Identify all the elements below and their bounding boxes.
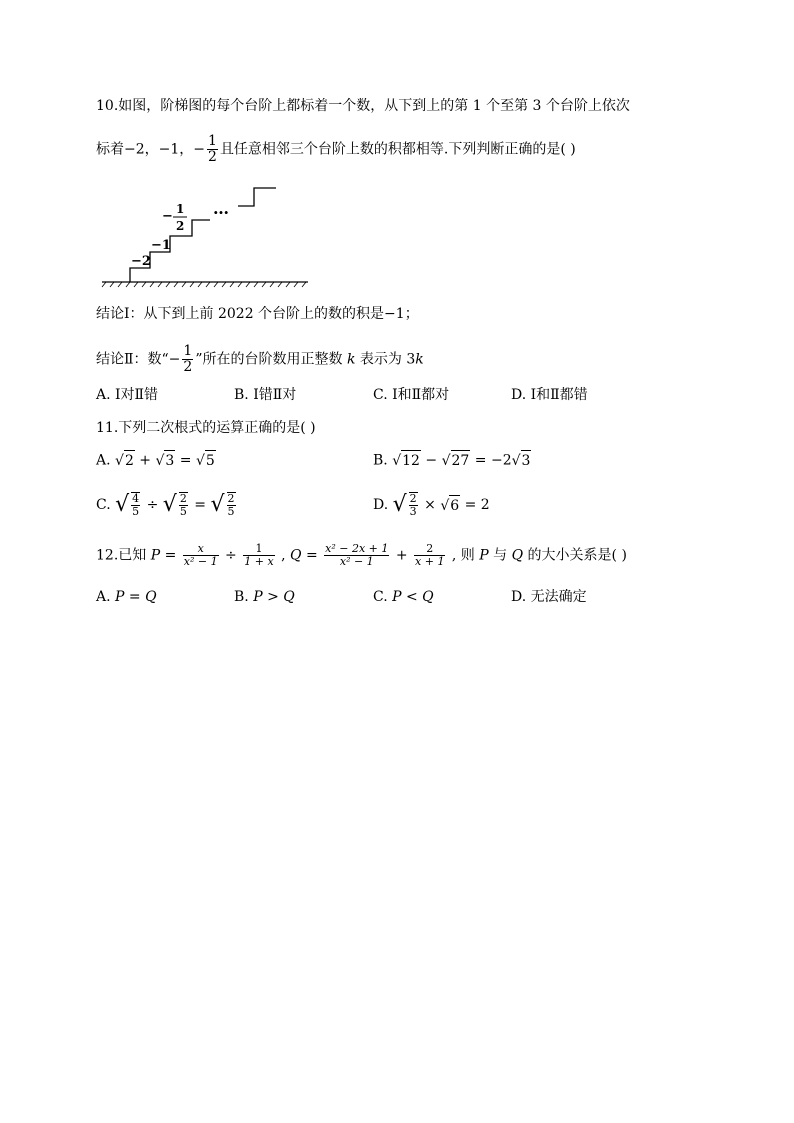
fraction xyxy=(131,492,140,518)
ellipsis-dots: … xyxy=(213,199,229,218)
fraction-denominator: 2 xyxy=(208,149,217,165)
conclusion-2-text-c: 表示为 3 xyxy=(355,351,416,368)
fraction-one-half xyxy=(182,344,193,375)
option-label: C. xyxy=(96,497,116,513)
fraction-denominator: x² − 1 xyxy=(339,555,374,568)
variable-k: k xyxy=(415,351,424,368)
fraction xyxy=(183,543,219,568)
option-label: B. xyxy=(234,589,254,605)
variable-k: k xyxy=(346,351,356,368)
operator: − xyxy=(420,452,442,469)
option-label: A. xyxy=(96,589,116,605)
sqrt-expression: √12 xyxy=(392,450,421,471)
step-label-3-minus: − xyxy=(162,209,173,224)
fraction-denominator: 2 xyxy=(183,359,193,375)
radicand: 3 xyxy=(521,450,532,471)
sqrt-expression: √3 xyxy=(156,450,176,471)
radicand: 6 xyxy=(449,495,460,516)
equals: = −2 xyxy=(470,452,512,469)
operator: ÷ xyxy=(220,547,242,564)
variable-q: Q xyxy=(511,547,524,564)
operator: × xyxy=(419,497,441,513)
radicand: 3 xyxy=(164,450,175,471)
variable-p: P xyxy=(479,547,489,564)
sqrt-expression: √3 xyxy=(512,450,532,471)
fraction-numerator: 2 xyxy=(409,492,417,505)
fraction-numerator: x² − 2x + 1 xyxy=(325,542,389,555)
equals: = 2 xyxy=(460,497,490,513)
fraction-numerator: 2 xyxy=(179,492,187,505)
fraction-one-half xyxy=(207,134,218,165)
option-label: D. xyxy=(373,497,393,513)
fraction-denominator: 5 xyxy=(227,505,235,518)
fraction xyxy=(414,543,445,568)
equals: = xyxy=(301,547,323,564)
option-label: A. xyxy=(96,452,116,469)
fraction xyxy=(227,492,236,518)
fraction-denominator: 5 xyxy=(132,505,140,518)
q10-option-d[interactable]: D. Ⅰ和Ⅱ都错 xyxy=(511,387,588,403)
radicand: 2 xyxy=(124,450,135,471)
option-expression: P = Q xyxy=(115,589,157,605)
sqrt-fraction: √ xyxy=(392,492,407,517)
q10-condition-text: 且任意相邻三个台阶上数的积都相等.下列判断正确的是( ) xyxy=(219,141,576,158)
fraction-denominator: 3 xyxy=(409,505,417,518)
conclusion-2-text-b: ”所在的台阶数用正整数 xyxy=(195,351,347,368)
q12-option-c[interactable] xyxy=(373,587,434,607)
equals: = xyxy=(175,452,196,469)
sqrt-expression: √6 xyxy=(440,495,460,516)
equals: = xyxy=(160,547,181,564)
q12-suffix-b: 与 xyxy=(488,547,512,564)
variable-q: Q xyxy=(290,547,302,564)
step-label-3-numerator: 1 xyxy=(176,202,185,216)
fraction xyxy=(179,492,188,518)
q11-stem: 11.下列二次根式的运算正确的是( ) xyxy=(96,420,316,436)
q12-option-a[interactable] xyxy=(96,587,157,607)
staircase-figure xyxy=(100,182,312,290)
comma: , xyxy=(276,547,291,564)
fraction-numerator: x xyxy=(183,543,219,556)
sqrt-fraction: √ xyxy=(115,492,130,517)
conclusion-2-text-a: 结论Ⅱ：数“− xyxy=(96,351,181,368)
operator: + xyxy=(134,452,156,469)
stair-top-steps xyxy=(238,188,276,206)
q11-option-b[interactable] xyxy=(373,450,531,471)
fraction-numerator: 4 xyxy=(132,492,140,505)
q12-option-d[interactable] xyxy=(511,587,587,607)
q12-option-b[interactable] xyxy=(234,587,295,607)
ground-hatching xyxy=(102,282,306,287)
equals: = xyxy=(189,497,211,513)
fraction-numerator: 2 xyxy=(227,492,235,505)
sqrt-expression: √27 xyxy=(442,450,471,471)
step-label-3-denominator: 2 xyxy=(176,219,185,233)
sqrt-expression: √5 xyxy=(196,450,216,471)
option-label: C. xyxy=(373,589,393,605)
option-label: B. xyxy=(373,452,393,469)
fraction-numerator: 1 xyxy=(243,543,274,556)
fraction xyxy=(324,543,389,568)
fraction xyxy=(243,543,274,568)
radicand: 12 xyxy=(401,450,421,471)
operator: ÷ xyxy=(142,497,163,513)
radicand: 27 xyxy=(451,450,471,471)
minus-sign: − xyxy=(193,141,206,158)
radicand: 5 xyxy=(205,450,216,471)
fraction-denominator: x + 1 xyxy=(415,555,445,568)
option-label: D. xyxy=(511,589,531,605)
fraction-numerator: 1 xyxy=(183,343,193,359)
option-expression: P > Q xyxy=(253,589,295,605)
option-expression: P < Q xyxy=(392,589,434,605)
q12-suffix-c: 的大小关系是( ) xyxy=(523,547,627,564)
fraction-denominator: x² − 1 xyxy=(183,555,218,568)
sqrt-fraction: √ xyxy=(210,492,225,517)
q11-option-d[interactable] xyxy=(373,492,490,518)
fraction xyxy=(409,492,418,518)
q10-conclusion-2 xyxy=(96,344,424,375)
sqrt-fraction: √ xyxy=(162,492,177,517)
variable-p: P xyxy=(150,547,161,564)
q10-conclusion-1: 结论Ⅰ：从下到上前 2022 个台阶上的数的积是−1； xyxy=(96,306,419,322)
q10-stem-line1: 10.如图，阶梯图的每个台阶上都标着一个数，从下到上的第 1 个至第 3 个台阶上依次 xyxy=(96,98,630,114)
q10-option-a[interactable]: A. Ⅰ对Ⅱ错 xyxy=(96,387,159,403)
fraction-numerator: 2 xyxy=(414,543,445,556)
q12-prefix: 12.已知 xyxy=(96,547,151,564)
q12-suffix-a: , 则 xyxy=(447,547,480,564)
q10-stem-line2 xyxy=(96,134,576,165)
q12-stem xyxy=(96,543,627,568)
sqrt-expression: √2 xyxy=(115,450,135,471)
q10-values-text: 标着−2，−1， xyxy=(96,141,194,158)
q10-option-b[interactable]: B. Ⅰ错Ⅱ对 xyxy=(234,387,297,403)
fraction-denominator: 5 xyxy=(179,505,187,518)
operator: + xyxy=(391,547,413,564)
step-label-1: −2 xyxy=(131,254,151,269)
q10-option-c[interactable]: C. Ⅰ和Ⅱ都对 xyxy=(373,387,450,403)
step-label-2: −1 xyxy=(151,238,171,253)
q11-option-c[interactable] xyxy=(96,492,238,518)
fraction-denominator: 1 + x xyxy=(244,555,274,568)
option-expression: 无法确定 xyxy=(530,589,587,605)
q11-option-a[interactable] xyxy=(96,450,216,471)
fraction-numerator: 1 xyxy=(208,133,217,149)
